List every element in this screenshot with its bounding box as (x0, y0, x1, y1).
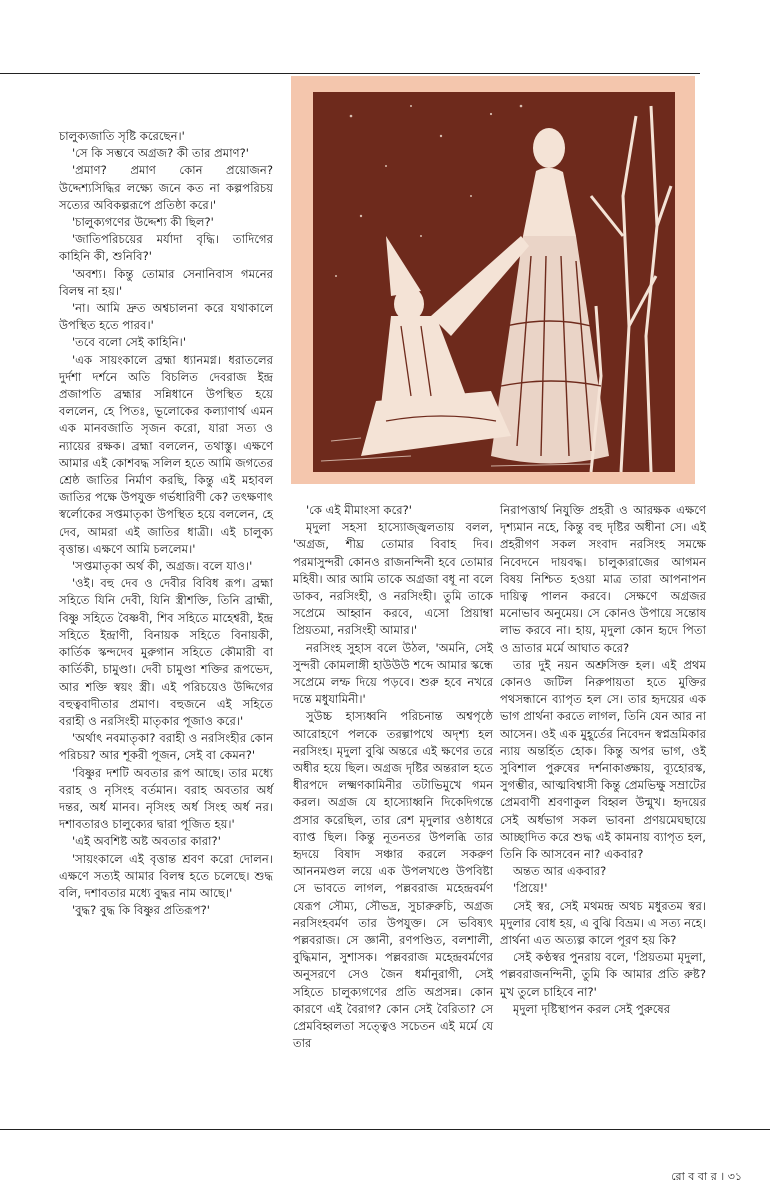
paragraph: চালুক্যজাতি সৃষ্টি করেছেন।' (59, 129, 185, 143)
footer-separator: । (720, 1170, 725, 1183)
page-number: ৩১ (727, 1170, 742, 1183)
paragraph: 'অর্থাৎ নবমাতৃকা? বরাহী ও নরসিংহীর কোন পরিচয়? আর শূকরী পূজন, সেই বা কেমন?' (59, 731, 273, 763)
paragraph: 'প্রমাণ? প্রমাণ কোন প্রয়োজন? উদ্দেশ্যসিদ্ধির লক্ষ্যে জনে কত না কল্পপরিচয় সত্যের অবিকল্পরূপে প্রতিষ্ঠা করে।' (59, 163, 273, 212)
column-3 (500, 502, 706, 1018)
page-footer (671, 1168, 742, 1187)
paragraph: 'সপ্তমাতৃকা অর্থ কী, অগ্রজ। বলে যাও।' (72, 559, 253, 574)
column-1 (59, 128, 273, 919)
story-illustration (291, 76, 695, 484)
paragraph: 'এক সায়ংকালে ব্রহ্মা ধ্যানমগ্ন। ধরাতলের দুর্দশা দর্শনে অতি বিচলিত দেবরাজ ইন্দ্র প্রজাপতি ব্রহ্মার সন্নিধানে উপস্থিত হয়ে বললেন, হে পিতঃ, ভূলোকের কল্যাণার্থ এমন এক মানবজাতি সৃজন করো, যারা সত্য ও ন্যায়ের রক্ষক। ব্রহ্মা বললেন, তথাস্তু। এক্ষণে আমার এই কোশবদ্ধ সলিল হতে আমি জগতের শ্রেষ্ঠ জাতির নির্মাণ করছি, কিন্তু এই মহাবল জাতির পক্ষে উপযুক্ত গর্ভধারিণী কে? তৎক্ষণাৎ স্বর্লোকের সপ্তমাতৃকা উপস্থিত হয়ে বললেন, হে দেব, আমরা এই জাতির ধাত্রী। এই চালুক্য বৃত্তান্ত। এক্ষণে আমি চললেম।' (59, 352, 273, 556)
paragraph: 'বুদ্ধ? বুদ্ধ কি বিষ্ণুর প্রতিরূপ?' (72, 903, 210, 918)
paragraph: 'সে কি সম্ভবে অগ্রজ? কী তার প্রমাণ?' (72, 146, 249, 161)
paragraph: 'প্রিয়ে!' (513, 881, 548, 896)
paragraph: 'বিষ্ণুর দশটি অবতার রূপ আছে। তার মধ্যে বরাহ ও নৃসিংহ বর্তমান। বরাহ অবতার অর্ধ দন্তর, অর্ধ মানব। নৃসিংহ অর্ধ সিংহ অর্ধ নর। দশাবতারও চালুক্যের দ্বারা পূজিত হয়।' (59, 765, 273, 832)
paragraph: 'তবে বলো সেই কাহিনি।' (72, 335, 187, 350)
paragraph: 'জাতিপরিচয়ের মর্যাদা বৃদ্ধি। তাদিগের কাহিনি কী, শুনিবি?' (59, 232, 273, 264)
magazine-name: রো ব বা র (671, 1170, 717, 1183)
paragraph: নরসিংহ সুহাস বলে উঠল, 'অমনি, সেই সুন্দরী কোমলাঙ্গী হাউউউ শব্দে আমার স্কন্ধে সপ্রেমে লম্ফ দিয়ে পড়বে। শুরু হবে নখরে দন্তে মধুযামিনী।' (293, 640, 493, 707)
paragraph: সুউচ্চ হাস্যধ্বনি পরিচনান্ত অশ্বপৃষ্ঠে আরোহণে পলকে তরল্গাপথে অদৃশ্য হল নরসিংহ। মৃদুলা বুঝি অন্তরে এই ক্ষণের তরে অধীর হয়ে ছিল। অগ্রজ দৃষ্টির অন্তরাল হতে ধীরপদে লক্ষ্মণকামিনীর তটাভিমুখে গমন করল। অগ্রজ যে হাস্যোধ্বনি দিকেদিগন্তে প্রসার করেছিল, তার রেশ মৃদুলার ওষ্ঠাধরে ব্যাপ্ত ছিল। কিন্তু নূতনতর উপলব্ধি তার হৃদয়ে বিষাদ সঞ্চার করলে সকরুণ আননমণ্ডল লয়ে এক উপলখণ্ডে উপবিষ্টা সে ভাবতে লাগল, পল্লবরাজ মহেন্দ্রবর্মণ যেরূপ সৌম্য, সৌভদ্র, সুচারুরুচি, অগ্রজ নরসিংহবর্মণ তার উপযুক্ত। সে ভবিষ্যৎ পল্লবরাজ। সে জ্ঞানী, রণপণ্ডিত, বলশালী, বুদ্ধিমান, সুশাসক। পল্লবরাজ মহেন্দ্রবর্মণের অনুসরণে সেও জৈন ধর্মানুরাগী, সেই সহিতে চালুক্যগণের প্রতি অপ্রসন্ন। কোন কারণে এই বৈরাগ? কোন সেই বৈরিতা? সে প্রেমবিহ্বলতা সত্ত্বেও সচেতন এই মর্মে যে তার (293, 709, 493, 1051)
paragraph: নিরাপত্তার্থ নিযুক্তি প্রহরী ও আরক্ষক এক্ষণে দৃশ্যমান নহে, কিন্তু বহু দৃষ্টির অধীনা সে। এই প্রহরীগণ সকল সংবাদ নরসিংহ সমক্ষে নিবেদনে দায়বদ্ধ। চালুক্যরাজের আগমন বিষয় নিশ্চিত হওয়া মাত্র তারা আপনাপন দায়িত্ব পালন করবে। সেক্ষণে অগ্রজর মনোভাব অনুমেয়। সে কোনও উপায়ে সন্তোষ লাভ করবে না। হায়, মৃদুলা কোন হৃদে পিতা ও ভ্রাতার মর্মে আঘাত করে? (500, 503, 706, 655)
column-2 (293, 502, 493, 1053)
paragraph: সেই স্বর, সেই মথমন্দ্র অথচ মধুরতম স্বর। মৃদুলার বোধ হয়, এ বুঝি বিভ্রম। এ সত্য নহে। প্রার্থনা এত অত্যল্প কালে পূরণ হয় কি? (500, 898, 706, 948)
top-rule (0, 73, 700, 74)
paragraph: 'না। আমি দ্রুত অশ্বচালনা করে যথাকালে উপস্থিত হতে পারব।' (59, 301, 273, 333)
paragraph: মৃদুলা দৃষ্টিস্থাপন করল সেই পুরুষের (513, 1001, 671, 1016)
paragraph: 'কে এই মীমাংসা করে?' (306, 503, 412, 517)
paragraph: 'ওই। বহু দেব ও দেবীর বিবিধ রূপ। ব্রহ্মা সহিতে যিনি দেবী, যিনি স্ত্রীশক্তি, তিনি ব্রাহ্মী, বিষ্ণু সহিতে বৈষ্ণবী, শিব সহিতে মাহেশ্বরী, ইন্দ্র সহিতে ইন্দ্রাণী, বিনায়ক সহিতে বিনায়কী, কার্তিক স্কন্দদেব মুরুগান সহিতে কৌমারী বা কার্তিকী, চামুণ্ডা। দেবী চামুণ্ডা শক্তির রূপভেদ, আর শক্তি স্বয়ং স্ত্রী। এই পরিচয়েও উদ্দিগের বহুত্ববাদীতার প্রমাণ। বহুজনে এই সহিতে বরাহী ও নরসিংহী মাতৃকার পূজাও করে।' (59, 576, 273, 728)
bottom-rule (0, 1129, 770, 1130)
paragraph: মৃদুলা সহসা হাস্যোজ্জ্বলতায় বলল, 'অগ্রজ, শীঘ্র তোমার বিবাহ দিব। পরমাসুন্দরী কোনও রাজনন্দিনী হবে তোমার মহিষী। আর আমি তাকে অগ্রজা বধূ না বলে ডাকব, নরসিংহী, ও নরসিংহী। তুমি তাকে সপ্রেমে আহ্বান করবে, এসো প্রিয়াম্বা প্রিয়তমা, নরসিংহী আমার।' (293, 520, 493, 638)
paragraph: 'এই অবশিষ্ট অষ্ট অবতার কারা?' (72, 834, 221, 849)
paragraph: 'সায়ংকালে এই বৃত্তান্ত শ্রবণ করো দোলন। এক্ষণে সত্যই আমার বিলম্ব হতে চলেছে। শুদ্ধ বলি, দশাবতার মধ্যে বুদ্ধর নাম আছে।' (59, 851, 273, 900)
paragraph: 'চালুক্যগণের উদ্দেশ্য কী ছিল?' (72, 215, 214, 230)
paragraph: অন্তত আর একবার? (513, 864, 607, 879)
paragraph: তার দুই নয়ন অশ্রুসিক্ত হল। এই প্রথম কোনও জটিল নিরুপায়তা হতে মুক্তির পথসন্ধানে ব্যাপৃত হল সে। তার হৃদয়ের এক ভাগ প্রার্থনা করতে লাগল, তিনি যেন আর না আসেন। ওই এক মুহূর্তের নিবেদন স্বপ্নভ্রমিকার ন্যায় অন্তর্হিত হোক। কিন্তু অপর ভাগ, ওই সুবিশাল পুরুষের দর্শনাকাঙ্ক্ষায়, ব্যূহোরস্ক, সুগম্ভীর, আত্মবিশ্বাসী কিন্তু প্রেমভিক্ষু সম্রাটের প্রেমবাণী শ্রবণাকুল বিহ্বল উন্মুখ। হৃদয়ের সেই অর্ধভাগ সকল ভাবনা প্রণয়মেঘছায়ে আচ্ছাদিত করে শুদ্ধ এই কামনায় ব্যাপৃত হল, তিনি কি আসবেন না? একবার? (500, 657, 706, 862)
paragraph: সেই কণ্ঠস্বর পুনরায় বলে, 'প্রিয়তমা মৃদুলা, পল্লবরাজনন্দিনী, তুমি কি আমার প্রতি রুষ্ট? মুখ তুলে চাহিবে না?' (500, 950, 706, 999)
paragraph: 'অবশ্য। কিন্তু তোমার সেনানিবাস গমনের বিলম্ব না হয়।' (59, 266, 273, 298)
illustration-woodcut (291, 76, 695, 484)
